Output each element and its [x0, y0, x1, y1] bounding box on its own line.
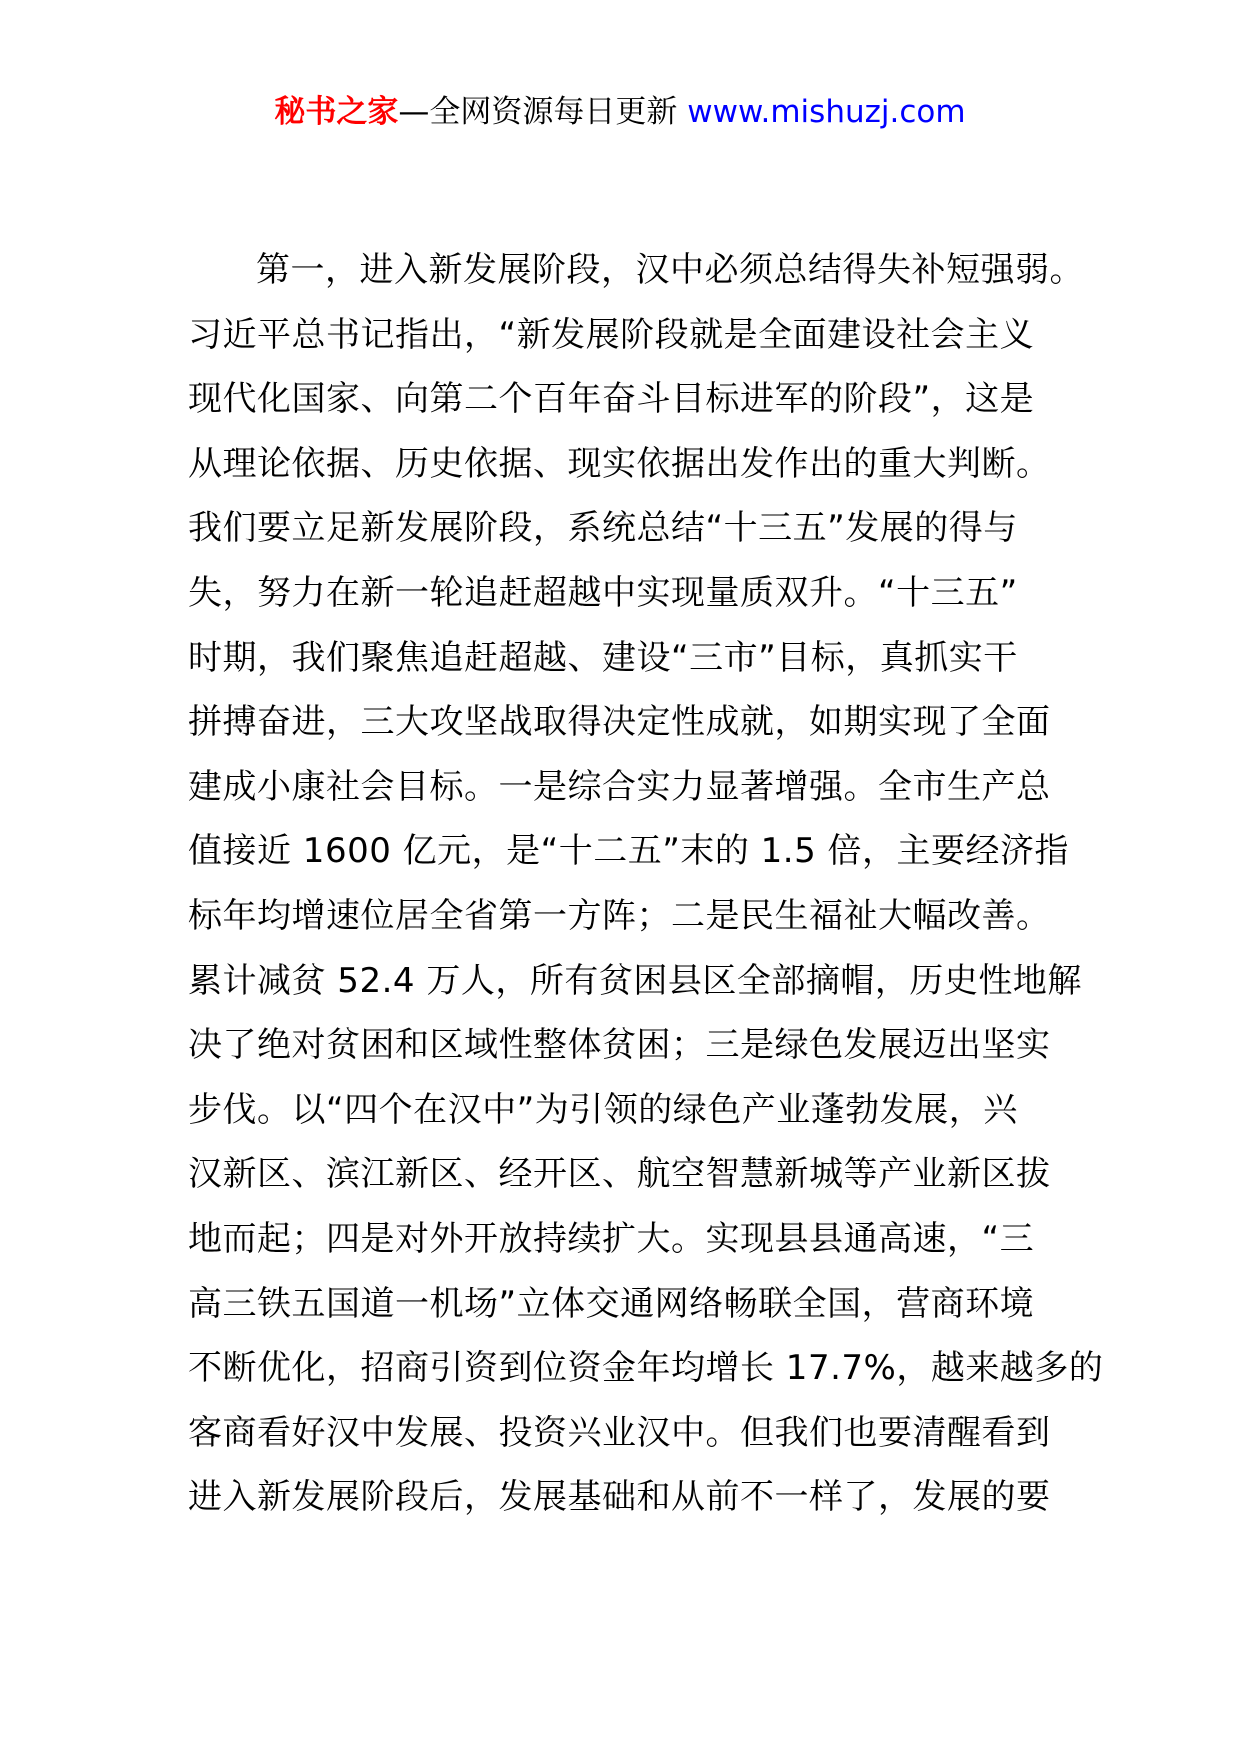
paragraph-line: 客商看好汉中发展、投资兴业汉中。但我们也要清醒看到	[188, 1412, 1051, 1453]
body-paragraph	[188, 238, 1104, 1530]
paragraph-line: 不断优化，招商引资到位资金年均增长 17.7%，越来越多的	[188, 1348, 1104, 1389]
header-tagline: —全网资源每日更新	[398, 94, 678, 130]
paragraph-line: 从理论依据、历史依据、现实依据出发作出的重大判断。	[188, 443, 1051, 484]
paragraph-line: 步伐。以“四个在汉中”为引领的绿色产业蓬勃发展，兴	[188, 1089, 1018, 1130]
paragraph-line: 第一，进入新发展阶段，汉中必须总结得失补短强弱。	[256, 250, 1084, 290]
website-link[interactable]: www.mishuzj.com	[687, 94, 966, 130]
paragraph-line: 建成小康社会目标。一是综合实力显著增强。全市生产总	[188, 766, 1051, 807]
paragraph-line: 汉新区、滨江新区、经开区、航空智慧新城等产业新区拔	[188, 1154, 1051, 1195]
paragraph-line: 进入新发展阶段后，发展基础和从前不一样了，发展的要	[188, 1477, 1051, 1518]
paragraph-line: 拼搏奋进，三大攻坚战取得决定性成就，如期实现了全面	[188, 702, 1051, 743]
paragraph-line: 决了绝对贫困和区域性整体贫困；三是绿色发展迈出坚实	[188, 1025, 1051, 1066]
document-header	[0, 92, 1240, 132]
paragraph-line: 地而起；四是对外开放持续扩大。实现县县通高速，“三	[188, 1218, 1035, 1259]
paragraph-line: 习近平总书记指出，“新发展阶段就是全面建设社会主义	[188, 314, 1035, 355]
paragraph-line: 值接近 1600 亿元，是“十二五”末的 1.5 倍，主要经济指	[188, 831, 1070, 872]
paragraph-line: 累计减贫 52.4 万人，所有贫困县区全部摘帽，历史性地解	[188, 960, 1082, 1001]
paragraph-line: 失，努力在新一轮追赶超越中实现量质双升。“十三五”	[188, 572, 1018, 613]
paragraph-line: 现代化国家、向第二个百年奋斗目标进军的阶段”，这是	[188, 379, 1035, 420]
paragraph-line: 时期，我们聚焦追赶超越、建设“三市”目标，真抓实干	[188, 637, 1018, 678]
paragraph-line: 高三铁五国道一机场”立体交通网络畅联全国，营商环境	[188, 1283, 1035, 1324]
paragraph-line: 标年均增速位居全省第一方阵；二是民生福祉大幅改善。	[188, 895, 1051, 936]
brand-name: 秘书之家	[274, 94, 399, 130]
paragraph-line: 我们要立足新发展阶段，系统总结“十三五”发展的得与	[188, 508, 1018, 549]
